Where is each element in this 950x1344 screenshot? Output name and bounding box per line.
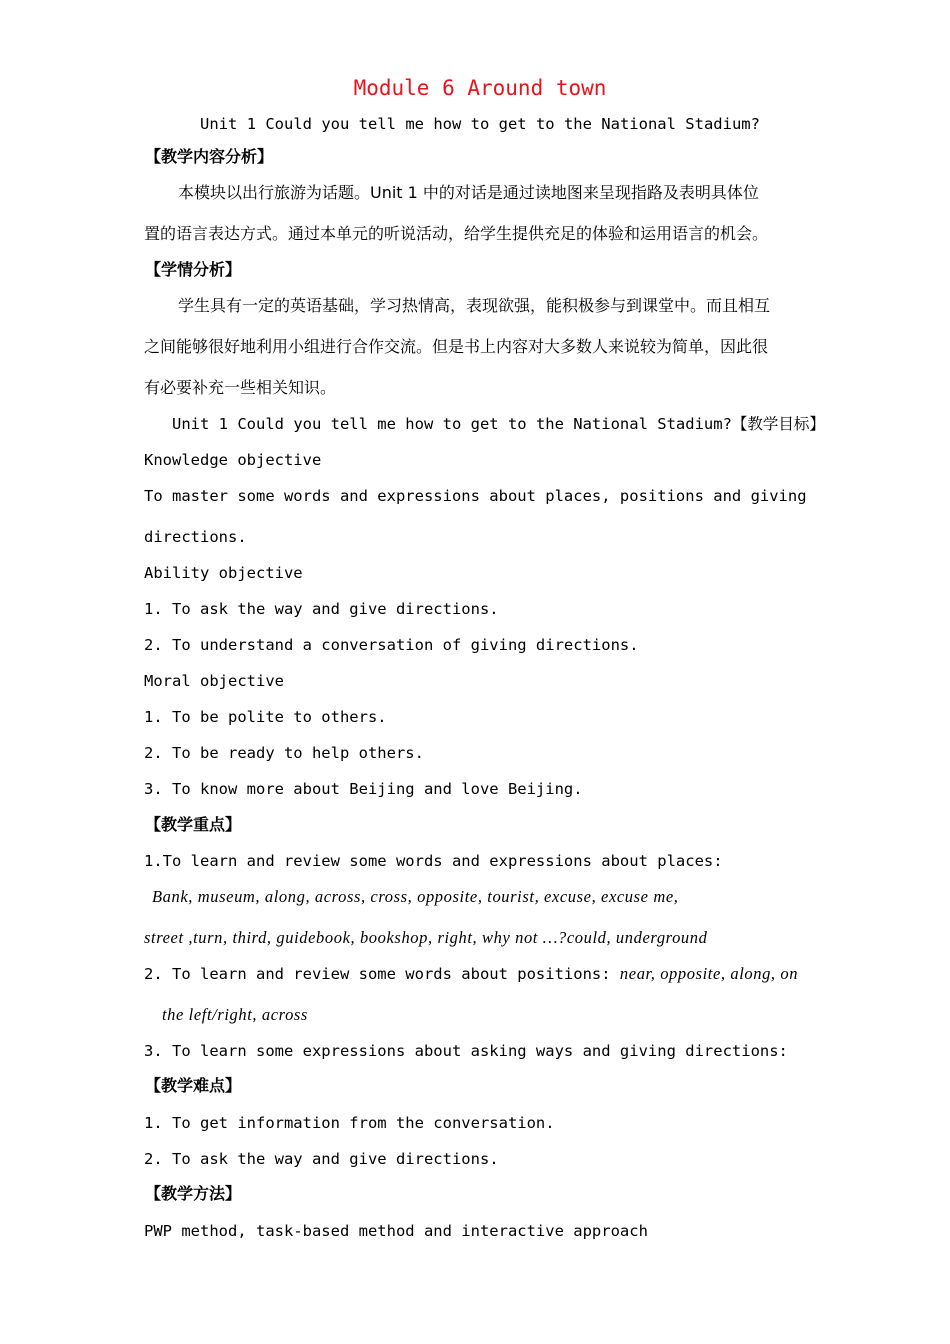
content-analysis-heading: 【教学内容分析】	[145, 147, 274, 166]
content-analysis-line-2: 置的语言表达方式。通过本单元的听说活动，给学生提供充足的体验和运用语言的机会。	[144, 224, 769, 243]
difficulty-item: 2. To ask the way and give directions.	[144, 1150, 499, 1168]
key-points-heading: 【教学重点】	[145, 815, 242, 834]
key-point-item-1: 1.To learn and review some words and expressions about places:	[144, 852, 723, 870]
knowledge-objective-line-1: To master some words and expressions about places, positions and giving	[144, 487, 807, 505]
moral-objective-item: 1. To be polite to others.	[144, 708, 387, 726]
key-point-item-2	[144, 964, 798, 984]
key-point-words-line-2: street ,turn, third, guidebook, bookshop, right, why not …?could, underground	[144, 928, 708, 947]
student-analysis-line-1: 学生具有一定的英语基础，学习热情高，表现欲强，能积极参与到课堂中。而且相互	[178, 296, 771, 315]
content-analysis-line-1: 本模块以出行旅游为话题。Unit 1 中的对话是通过读地图来呈现指路及表明具体位	[178, 183, 759, 202]
key-point-item-3: 3. To learn some expressions about asking ways and giving directions:	[144, 1042, 788, 1060]
objectives-heading: Unit 1 Could you tell me how to get to the National Stadium?【教学目标】	[172, 415, 825, 433]
key-point-words-line-1: Bank, museum, along, across, cross, opposite, tourist, excuse, excuse me,	[152, 887, 679, 906]
student-analysis-line-3: 有必要补充一些相关知识。	[144, 378, 337, 397]
student-analysis-line-2: 之间能够很好地利用小组进行合作交流。但是书上内容对大多数人来说较为简单，因此很	[144, 337, 769, 356]
methods-text: PWP method, task-based method and interactive approach	[144, 1222, 648, 1240]
ability-objective-label: Ability objective	[144, 564, 303, 582]
document-subtitle: Unit 1 Could you tell me how to get to the National Stadium?	[200, 115, 760, 133]
knowledge-objective-label: Knowledge objective	[144, 451, 322, 469]
moral-objective-item: 3. To know more about Beijing and love Beijing.	[144, 780, 583, 798]
difficulties-heading: 【教学难点】	[145, 1076, 242, 1095]
key-point-item-2-text: 2. To learn and review some words about positions:	[144, 965, 620, 983]
methods-heading: 【教学方法】	[145, 1184, 242, 1203]
ability-objective-item: 2. To understand a conversation of giving directions.	[144, 636, 639, 654]
moral-objective-label: Moral objective	[144, 672, 284, 690]
key-point-item-2-words-cont: the left/right, across	[162, 1005, 308, 1024]
student-analysis-heading: 【学情分析】	[145, 260, 242, 279]
knowledge-objective-line-2: directions.	[144, 528, 247, 546]
key-point-item-2-words: near, opposite, along, on	[619, 964, 799, 983]
ability-objective-item: 1. To ask the way and give directions.	[144, 600, 499, 618]
difficulty-item: 1. To get information from the conversation.	[144, 1114, 555, 1132]
moral-objective-item: 2. To be ready to help others.	[144, 744, 424, 762]
document-title: Module 6 Around town	[353, 76, 607, 100]
